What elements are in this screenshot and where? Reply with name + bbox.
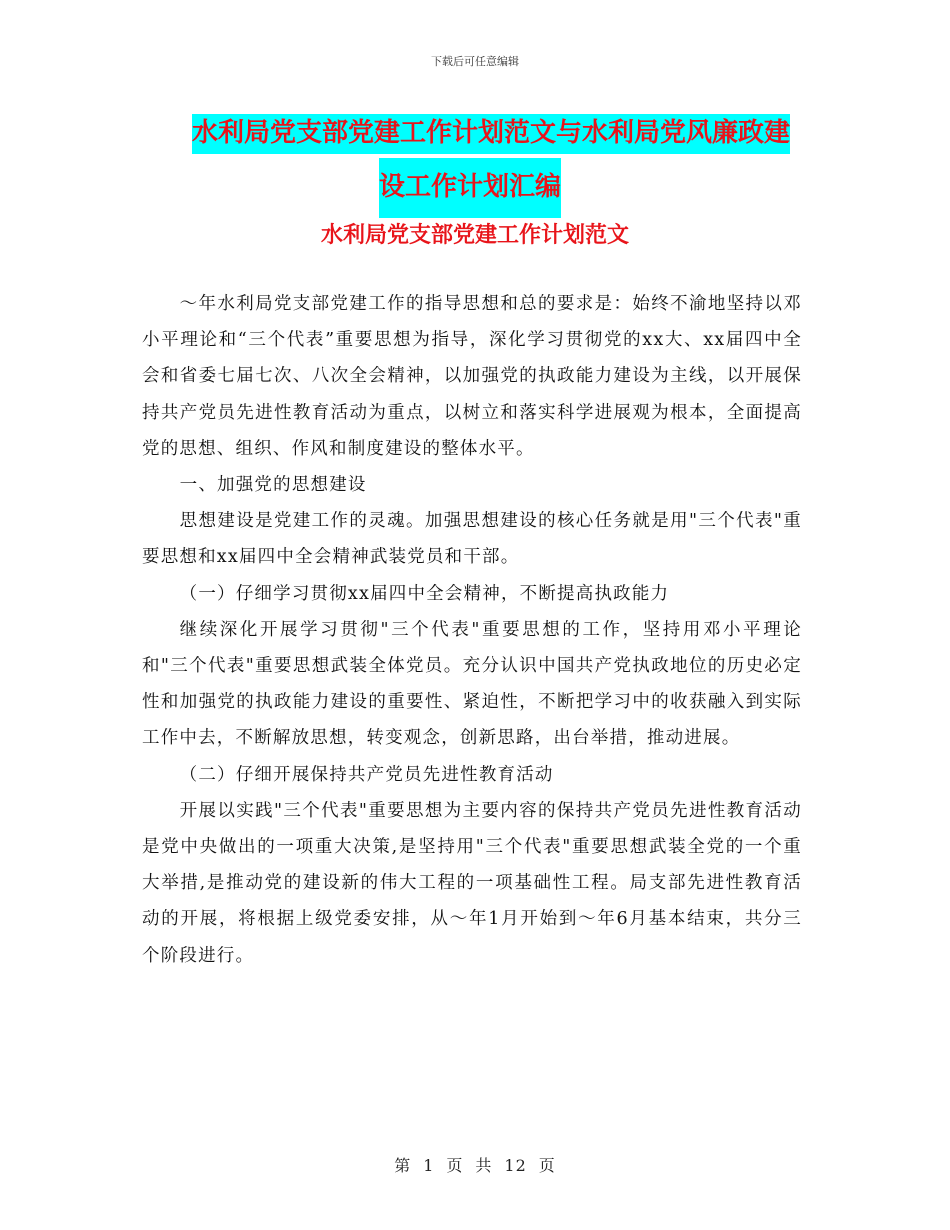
body-paragraph: 思想建设是党建工作的灵魂。加强思想建设的核心任务就是用"三个代表"重要思想和xx届四中全会精神武装党员和干部。: [142, 511, 802, 568]
header-note: 下载后可任意编辑: [431, 55, 519, 68]
footer-page-unit: 页: [446, 1156, 464, 1175]
body-paragraph: 继续深化开展学习贯彻"三个代表"重要思想的工作，坚持用邓小平理论和"三个代表"重要思想武装全体党员。充分认识中国共产党执政地位的历史必定性和加强党的执政能力建设的重要性、紧迫性，不断把学习中的收获融入到实际工作中去，不断解放思想，转变观念，创新思路，出台举措，推动进展。: [142, 619, 802, 749]
document-title: [192, 108, 812, 218]
body-heading: 一、加强党的思想建设: [179, 475, 367, 496]
footer-total-prefix: 共: [475, 1156, 493, 1175]
document-title-line-2: 设工作计划汇编: [379, 158, 561, 218]
body-paragraph: ～年水利局党支部党建工作的指导思想和总的要求是：始终不渝地坚持以邓小平理论和“三个代表”重要思想为指导，深化学习贯彻党的xx大、xx届四中全会和省委七届七次、八次全会精神，以加强党的执政能力建设为主线，以开展保持共产党员先进性教育活动为重点，以树立和落实科学进展观为根本，全面提高党的思想、组织、作风和制度建设的整体水平。: [142, 294, 802, 459]
footer-total-pages: 12: [504, 1156, 527, 1175]
body-subheading: （一）仔细学习贯彻xx届四中全会精神，不断提高执政能力: [179, 583, 670, 604]
section-title: 水利局党支部党建工作计划范文: [320, 223, 629, 248]
page-footer: [0, 1153, 950, 1176]
footer-prefix: 第: [394, 1156, 412, 1175]
document-body: [142, 286, 802, 974]
footer-total-unit: 页: [538, 1156, 556, 1175]
body-subheading: （二）仔细开展保持共产党员先进性教育活动: [179, 764, 554, 785]
footer-page-number: 1: [423, 1156, 435, 1175]
document-title-line-1: 水利局党支部党建工作计划范文与水利局党风廉政建: [192, 114, 790, 154]
body-paragraph: 开展以实践"三个代表"重要思想为主要内容的保持共产党员先进性教育活动是党中央做出的一项重大决策,是坚持用"三个代表"重要思想武装全党的一个重大举措,是推动党的建设新的伟大工程的一项基础性工程。局支部先进性教育活动的开展，将根据上级党委安排，从～年1月开始到～年6月基本结束，共分三个阶段进行。: [142, 800, 802, 966]
